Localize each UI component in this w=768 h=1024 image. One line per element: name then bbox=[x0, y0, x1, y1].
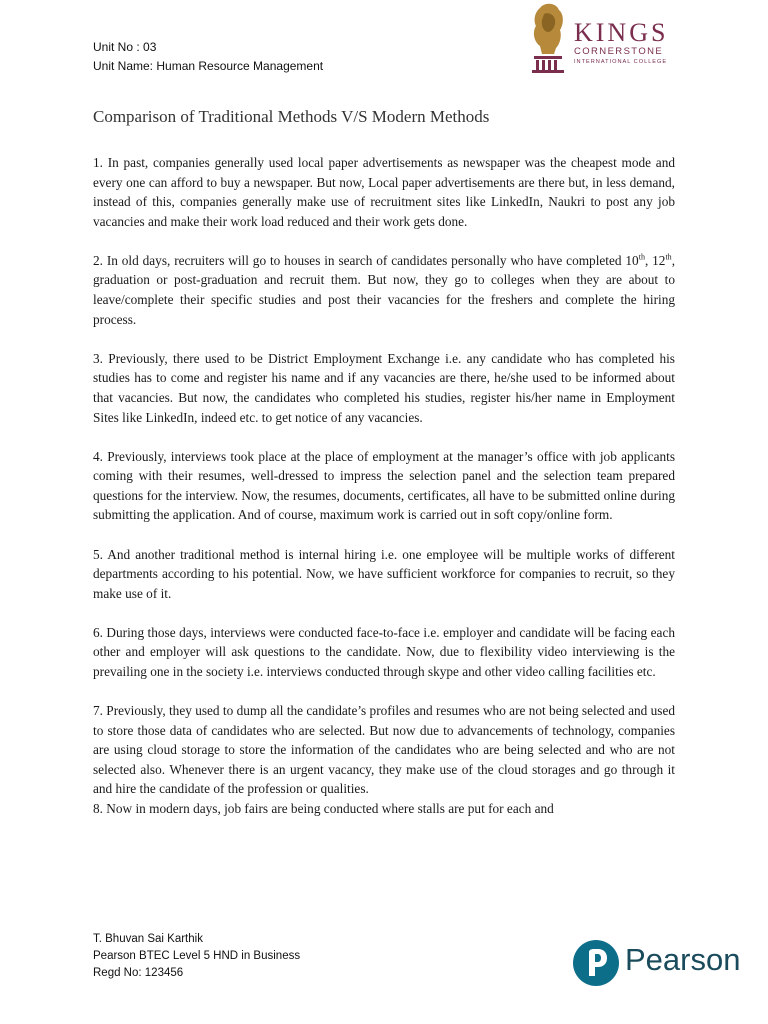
paragraph-2 bbox=[93, 251, 675, 329]
pearson-word: Pearson bbox=[625, 942, 741, 977]
student-name: T. Bhuvan Sai Karthik bbox=[93, 933, 203, 945]
footer-student-info bbox=[93, 931, 300, 982]
pearson-p-icon bbox=[573, 940, 619, 986]
logo-name: KINGS bbox=[574, 18, 669, 47]
logo-line2: CORNERSTONE bbox=[574, 46, 664, 57]
paragraph-8: 8. Now in modern days, job fairs are being conducted where stalls are put for each and bbox=[93, 801, 554, 817]
unit-name: Unit Name: Human Resource Management bbox=[93, 59, 324, 73]
paragraph-3: 3. Previously, there used to be District Employment Exchange i.e. any candidate who has completed his studies has to come and register his name and if any vacancies are there, he/she used to be informed about that vacancies. But now, the candidates who completed his studies, register his/her name in Employment Sites like LinkedIn, indeed etc. to get notice of any vacancies. bbox=[93, 350, 675, 425]
paragraph-2-part-b: , 12 bbox=[644, 252, 666, 268]
unit-number: Unit No : 03 bbox=[93, 40, 157, 54]
paragraph-4: 4. Previously, interviews took place at the place of employment at the manager’s office with job applicants coming with their resumes, well-dressed to impress the selection panel and the selection team prepared questions for the interview. Now, the resumes, documents, certificates, all have to be submitted online during submitting the application. And of course, maximum work is carried out in soft copy/online form. bbox=[93, 448, 675, 523]
paragraph-5: 5. And another traditional method is internal hiring i.e. one employee will be multiple works of different departments according to his potential. Now, we have sufficient workforce for companies to recruit, so they make use of it. bbox=[93, 546, 675, 601]
header-unit-info bbox=[93, 38, 323, 76]
paragraph-6: 6. During those days, interviews were conducted face-to-face i.e. employer and candidate will be facing each other and employer will ask questions to the candidate. Now, due to flexibility video interviewing is the prevailing one in the society i.e. interviews conducted through skype and other video calling facilities etc. bbox=[93, 624, 675, 679]
paragraph-1: 1. In past, companies generally used local paper advertisements as newspaper was the cheapest mode and every one can afford to buy a newspaper. But now, Local paper advertisements are there but, in less demand, instead of this, companies generally make use of recruitment sites like LinkedIn, Naukri to post any job vacancies and make their work load reduced and their work gets done. bbox=[93, 155, 675, 229]
paragraph-2-part-c: , graduation or post-graduation and recruit them. But now, they go to colleges when they are about to leave/complete their specific studies and post their vacancies for the freshers and complete the hiring process. bbox=[93, 252, 676, 327]
pearson-logo bbox=[573, 936, 741, 992]
superscript-th: th bbox=[665, 252, 672, 262]
registration-number: Regd No: 123456 bbox=[93, 967, 184, 979]
superscript-th: th bbox=[638, 252, 645, 262]
logo-text bbox=[574, 20, 668, 66]
course-name: Pearson BTEC Level 5 HND in Business bbox=[93, 950, 301, 962]
kings-cornerstone-logo bbox=[526, 2, 686, 76]
document-body bbox=[93, 153, 675, 819]
paragraph-2-part-a: 2. In old days, recruiters will go to houses in search of candidates personally who have completed 10 bbox=[93, 252, 639, 268]
logo-line3: INTERNATIONAL COLLEGE bbox=[574, 59, 668, 65]
lion-column-icon bbox=[526, 2, 570, 76]
page-title: Comparison of Traditional Methods V/S Modern Methods bbox=[93, 107, 490, 126]
paragraph-7: 7. Previously, they used to dump all the candidate’s profiles and resumes who are not being selected and used to store those data of candidates who are selected. But now due to advancements of technology, companies are using cloud storage to store the information of the candidates who are being selected and who are not selected also. Whenever there is an urgent vacancy, they make use of the cloud storages and go through it and hire the candidate of the profession or qualities. bbox=[93, 703, 675, 797]
